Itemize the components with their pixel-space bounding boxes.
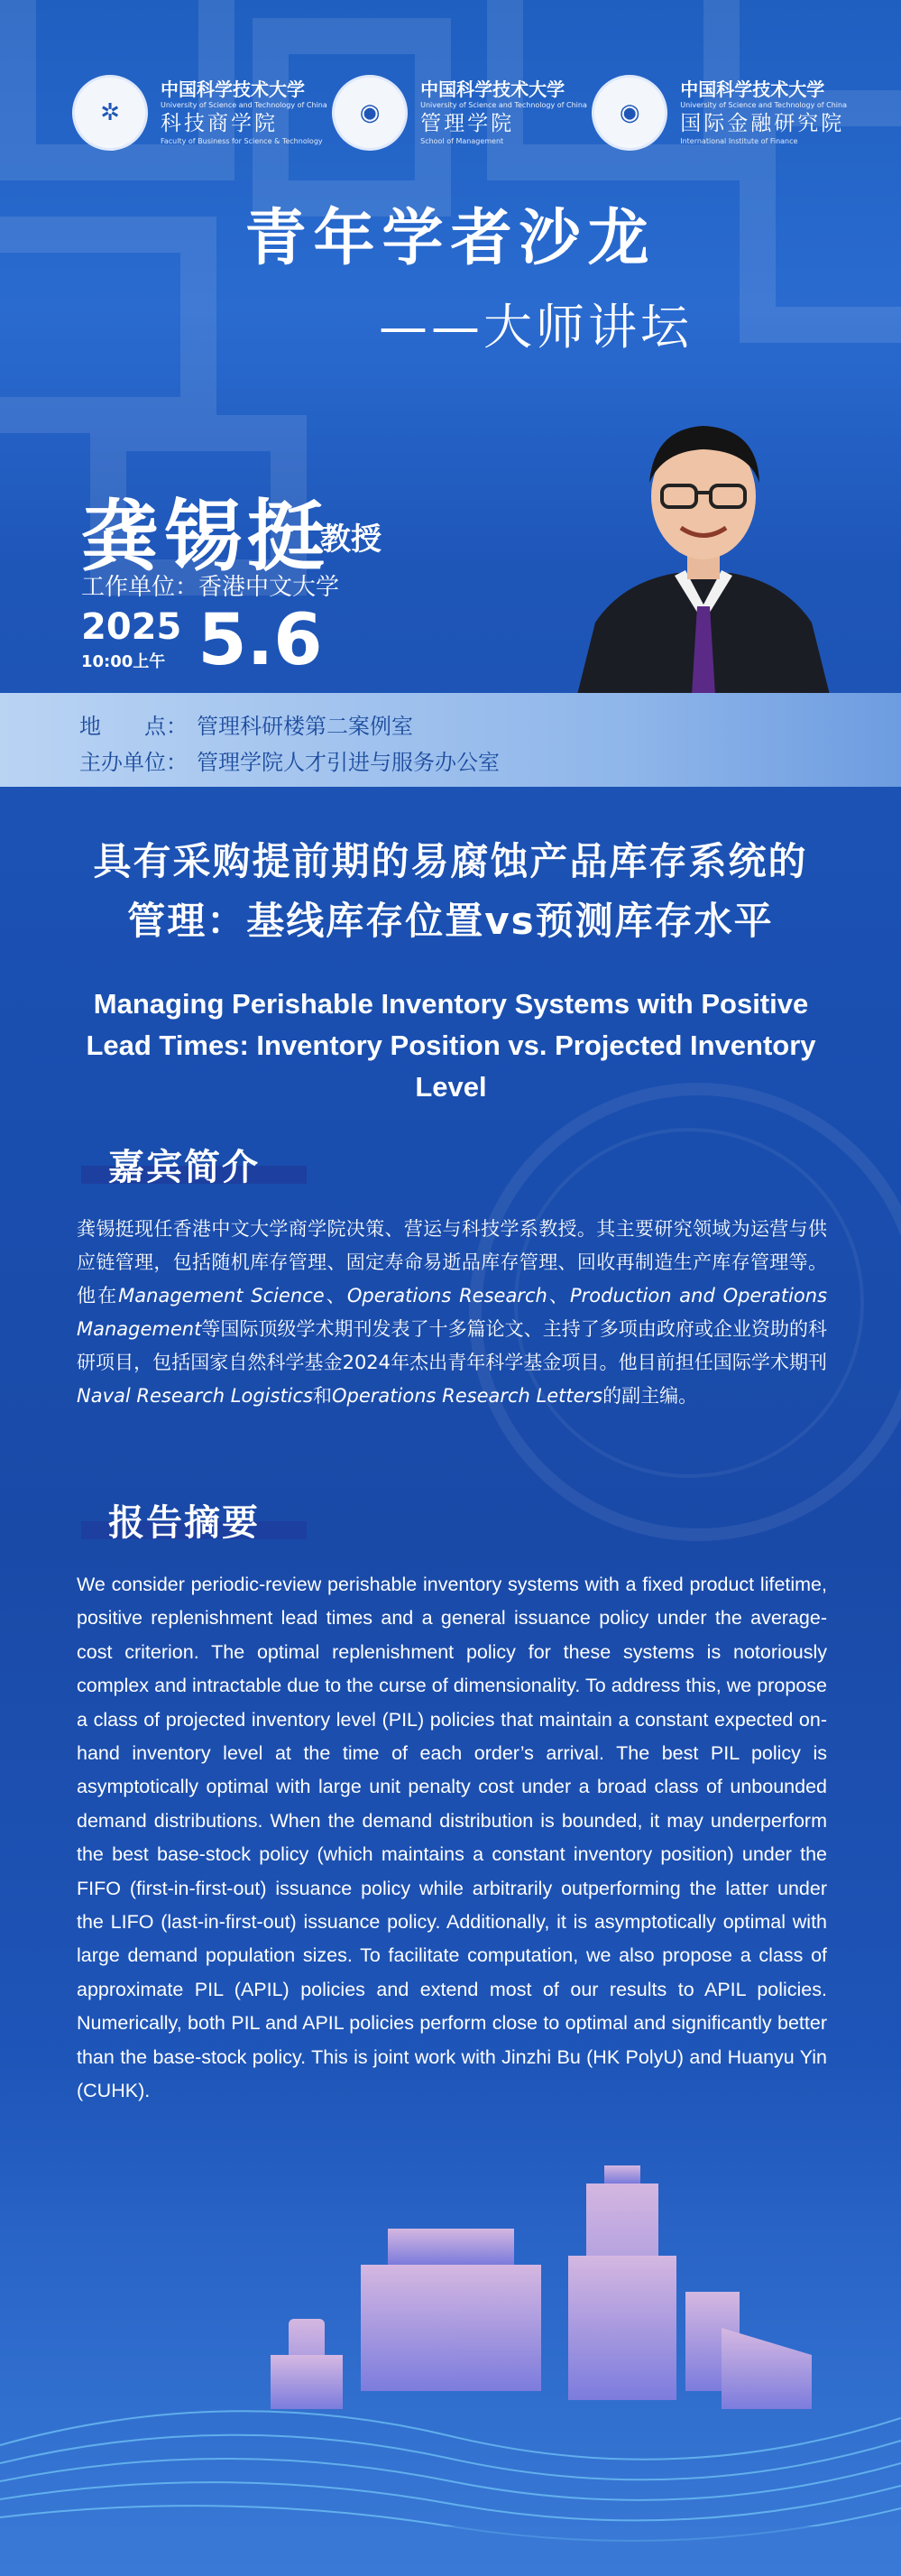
logo-university-cn: 中国科学技术大学 — [680, 78, 825, 101]
speaker-name: 龚锡挺 — [81, 492, 330, 582]
speaker-photo — [568, 397, 839, 695]
talk-title-cn-line2: 管理：基线库存位置vs预测库存水平 — [127, 899, 774, 943]
talk-title-cn-line1: 具有采购提前期的易腐蚀产品库存系统的 — [93, 839, 808, 883]
venue-value: 管理科研楼第二案例室 — [197, 714, 413, 739]
campus-skyline-illustration — [0, 2147, 901, 2576]
bio-sep: 和 — [313, 1385, 332, 1407]
venue-label: 地 点： — [79, 714, 188, 739]
bio-part: 等国际顶级学术期刊发表了十多篇论文、主持了多项由政府或企业资助的科研项目，包括国家自然科学基金2024年杰出青年科学基金项目。他目前担任国际学术期刊 — [77, 1318, 827, 1373]
journal-name: Operations Research — [346, 1285, 547, 1306]
logo-row — [72, 63, 847, 162]
university-seal-icon: ◉ — [332, 75, 408, 151]
talk-title-cn — [0, 832, 901, 951]
logo-school-name: 国际金融研究院 — [680, 112, 845, 136]
knot-icon: ✲ — [72, 75, 148, 151]
logo-university-en: University of Science and Technology of China — [420, 101, 587, 110]
logo-school-en: School of Management — [420, 136, 504, 145]
venue-row — [79, 708, 413, 740]
journal-name: Operations Research Letters — [332, 1385, 603, 1407]
logo-school-name: 科技商学院 — [161, 112, 278, 136]
journal-name: Production and Operations Management — [77, 1285, 828, 1340]
logo-business-school — [72, 63, 327, 162]
logo-school-name: 管理学院 — [420, 112, 515, 136]
host-label: 主办单位： — [79, 750, 188, 775]
host-value: 管理学院人才引进与服务办公室 — [197, 750, 500, 775]
logo-university-cn: 中国科学技术大学 — [420, 78, 565, 101]
page-title: 青年学者沙龙 — [244, 203, 657, 274]
logo-school-en: Faculty of Business for Science & Technology — [161, 136, 323, 145]
bio-part: 的副主编。 — [602, 1385, 698, 1407]
bio-part: 龚锡挺现任香港中文大学商学院决策、营运与科技学系教授。其主要研究领域为运营与供应链管理，包括随机库存管理、固定寿命易逝品库存管理、回收再制造生产库存管理等。他在 — [77, 1218, 827, 1306]
event-year: 2025 — [81, 606, 182, 649]
abstract-heading — [81, 1500, 307, 1544]
host-row — [79, 744, 500, 776]
event-time: 10:00上午 — [81, 652, 166, 672]
event-date — [81, 600, 323, 681]
speaker-affiliation: 工作单位：香港中文大学 — [81, 574, 340, 601]
bio-sep: 、 — [547, 1285, 570, 1306]
journal-name: Naval Research Logistics — [77, 1385, 313, 1407]
bio-sep: 、 — [324, 1285, 347, 1306]
logo-school-en: International Institute of Finance — [680, 136, 798, 145]
logo-finance-institute — [592, 63, 847, 162]
bio-text — [77, 1213, 827, 1413]
abstract-heading-text: 报告摘要 — [108, 1502, 260, 1544]
bio-heading-text: 嘉宾简介 — [108, 1147, 260, 1188]
journal-name: Management Science — [118, 1285, 325, 1306]
logo-university-en: University of Science and Technology of China — [680, 101, 847, 110]
speaker-title: 教授 — [320, 522, 382, 558]
page-subtitle: ——大师讲坛 — [379, 299, 693, 355]
university-seal-icon: ◉ — [592, 75, 667, 151]
talk-title-en: Managing Perishable Inventory Systems with Positive Lead Times: Inventory Position vs. Projected Inventory Level — [86, 988, 816, 1103]
event-day: 5.6 — [198, 600, 323, 681]
logo-management-school — [332, 63, 587, 162]
logo-university-en: University of Science and Technology of China — [161, 101, 327, 110]
abstract-text: We consider periodic-review perishable inventory systems with a fixed product lifetime, positive replenishment lead times and a general issuance policy under the average-cost criterion. The optimal replenishment policy for these systems is notoriously complex and intractable due to the curse of dimensionality. To address this, we propose a class of projected inventory level (PIL) policies that maintain a constant expected on-hand inventory level at the time of each order’s arrival. The best PIL policy is asymptotically optimal with large unit penalty cost under a broad class of unbounded demand distributions. When the demand distribution is bounded, it may underperform the best base-stock policy (which maintains a constant inventory position) under the FIFO (first-in-first-out) issuance policy while arbitrarily outperforming the latter under the LIFO (last-in-first-out) issuance policy. Additionally, it is asymptotically optimal with large demand population sizes. To facilitate computation, we also propose a class of approximate PIL (APIL) policies and extend most of our results to APIL policies. Numerically, both PIL and APIL policies perform close to optimal and significantly better than the base-stock policy. This is joint work with Jinzhi Bu (HK PolyU) and Huanyu Yin (CUHK). — [77, 1574, 827, 2102]
logo-university-cn: 中国科学技术大学 — [161, 78, 305, 101]
bio-heading — [81, 1144, 307, 1188]
